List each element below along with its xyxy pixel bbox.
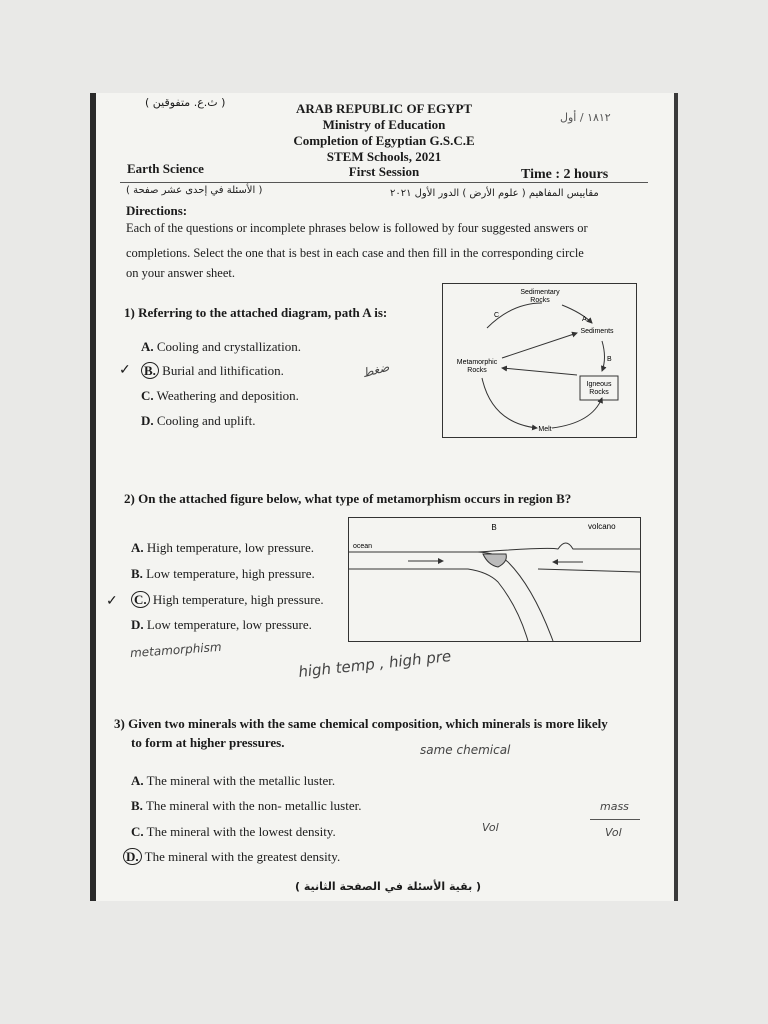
label-melt: Melt (538, 426, 552, 433)
q2-option-d (131, 617, 312, 633)
q1-stem: 1) Referring to the attached diagram, path A is: (124, 305, 388, 320)
label-metamorphic-rocks: Rocks (467, 367, 487, 374)
q1-option-d-text: Cooling and uplift. (156, 413, 256, 428)
q2-stem: 2) On the attached figure below, what type of metamorphism occurs in region B? (124, 491, 572, 506)
q2-option-b (131, 566, 315, 582)
q1-option-c-letter: C. (141, 388, 154, 403)
q2-option-c-letter-circled: C. (131, 591, 150, 608)
page-shadow-left (90, 93, 96, 901)
q2-option-d-text: Low temperature, low pressure. (146, 617, 312, 632)
q2-option-c-text: High temperature, high pressure. (152, 592, 324, 607)
q1-handwriting: ضغط (360, 359, 391, 381)
q2-option-c (131, 592, 324, 608)
directions-line-2: completions. Select the one that is best in each case and then fill in the corresponding circle (126, 246, 584, 260)
q3-option-a (131, 773, 335, 789)
label-path-b: B (607, 356, 612, 363)
header-time: Time : 2 hours (521, 167, 609, 182)
q2-option-b-text: Low temperature, high pressure. (146, 566, 315, 581)
q1-option-d-letter: D. (141, 413, 154, 428)
label-sediments: Sediments (580, 328, 614, 335)
q3-option-d (123, 849, 340, 865)
label-region-b: B (491, 523, 497, 532)
header-subject: Earth Science (127, 161, 204, 176)
q3-handwriting-3: mass (600, 800, 629, 813)
header-rule (120, 182, 648, 183)
label-sedimentary: Sedimentary (520, 289, 560, 296)
label-igneous: Igneous (586, 381, 612, 388)
q2-option-a-letter: A. (131, 540, 144, 555)
q1-option-a (141, 339, 301, 355)
label-igneous-rocks: Rocks (589, 389, 609, 396)
q1-option-a-text: Cooling and crystallization. (156, 339, 301, 354)
q2-option-b-letter: B. (131, 566, 143, 581)
header-schools: STEM Schools, 2021 (326, 149, 442, 164)
header-right-code: ١٨١٢ / أول (560, 111, 611, 124)
q3-option-b-letter: B. (131, 798, 143, 813)
q3-option-c-text: The mineral with the lowest density. (146, 824, 336, 839)
q2-option-a (131, 540, 314, 556)
header-arabic-subject: مقاييس المفاهيم ( علوم الأرض ) الدور الأول ٢٠٢١ (390, 188, 599, 199)
rock-cycle-diagram (442, 283, 637, 438)
q3-option-b (131, 798, 361, 814)
q2-handwriting-2: high temp , high pre (297, 647, 452, 681)
header-ministry: Ministry of Education (322, 117, 446, 132)
subduction-figure (348, 517, 641, 642)
q1-option-b (141, 363, 284, 379)
q2-option-d-letter: D. (131, 617, 144, 632)
label-path-a: A (582, 316, 587, 323)
q2-option-a-text: High temperature, low pressure. (146, 540, 315, 555)
directions-title: Directions: (126, 203, 188, 218)
label-sedimentary-rocks: Rocks (530, 297, 550, 304)
directions-line-3: on your answer sheet. (126, 266, 235, 280)
q1-option-c (141, 388, 299, 404)
q3-handwriting-4: Vol (605, 826, 622, 839)
q1-option-a-letter: A. (141, 339, 154, 354)
q1-option-d (141, 413, 255, 429)
q1-option-b-letter-circled: B. (141, 362, 159, 379)
q3-option-c-letter: C. (131, 824, 144, 839)
q3-handwriting-2: Vol (482, 821, 499, 834)
check-mark-icon: ✓ (106, 594, 118, 609)
header-exam: Completion of Egyptian G.S.C.E (293, 133, 475, 148)
header-session: First Session (348, 164, 420, 179)
q1-option-b-text: Burial and lithification. (162, 363, 284, 378)
label-path-c: C (494, 312, 500, 319)
q3-option-a-text: The mineral with the metallic luster. (146, 773, 336, 788)
check-mark-icon: ✓ (119, 363, 131, 378)
label-volcano: volcano (588, 522, 616, 531)
label-ocean: ocean (353, 543, 373, 550)
page-shadow-right (674, 93, 678, 901)
q2-handwriting-1: metamorphism (129, 639, 222, 661)
q3-handwriting-1: same chemical (420, 743, 511, 757)
exam-page (90, 93, 678, 901)
q3-option-d-text: The mineral with the greatest density. (144, 849, 341, 864)
q3-stem-line-1: 3) Given two minerals with the same chemical composition, which minerals is more likely (114, 716, 608, 731)
directions-line-1: Each of the questions or incomplete phrases below is followed by four suggested answers or (126, 221, 588, 235)
header-arabic-pages: ( الأسئلة في إحدى عشر صفحة ) (126, 185, 263, 196)
header-left-arabic: ( ث.ع. متفوقين ) (145, 96, 226, 109)
fraction-line (590, 819, 640, 820)
footer-continue-note: ( بقية الأسئلة في الصفحة الثانية ) (295, 880, 482, 893)
label-metamorphic: Metamorphic (456, 359, 498, 366)
q3-option-d-letter-circled: D. (123, 848, 142, 865)
q3-option-b-text: The mineral with the non- metallic luster. (145, 798, 362, 813)
header-country: ARAB REPUBLIC OF EGYPT (295, 101, 473, 116)
q3-option-a-letter: A. (131, 773, 144, 788)
q3-stem-line-2: to form at higher pressures. (131, 735, 285, 750)
q3-option-c (131, 824, 336, 840)
q1-option-c-text: Weathering and deposition. (156, 388, 299, 403)
